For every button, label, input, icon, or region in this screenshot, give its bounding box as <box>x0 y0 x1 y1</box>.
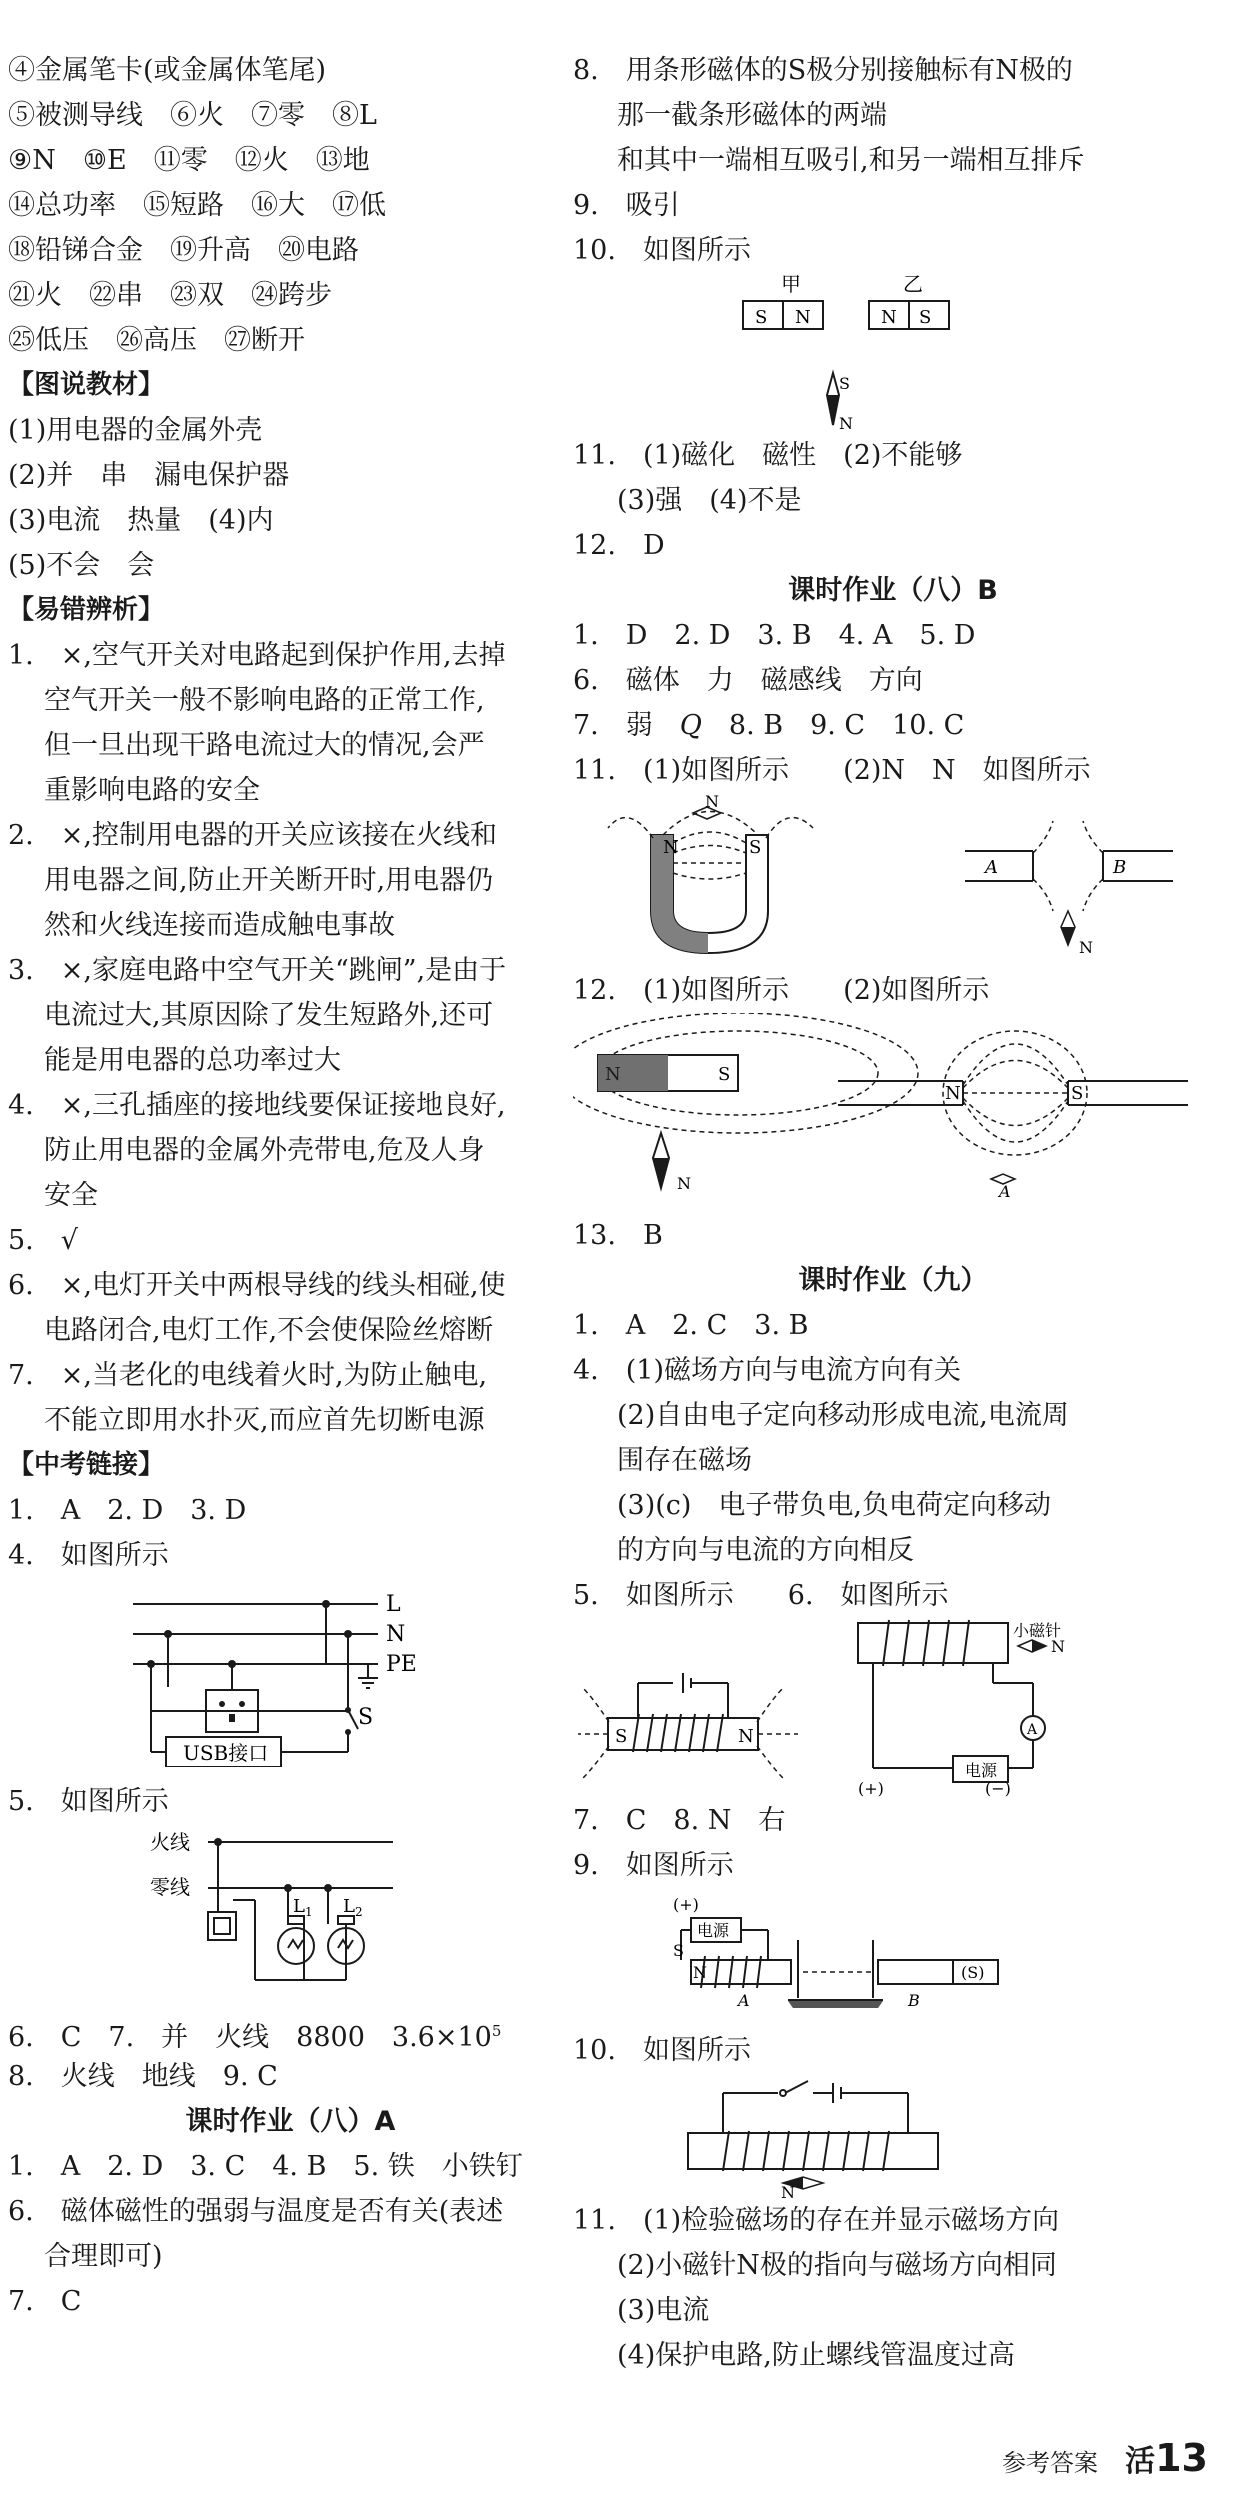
answer-line: 11. (1)如图所示 (2)N N 如图所示 <box>573 755 1091 786</box>
label-N: N <box>386 1622 406 1647</box>
answer-line: (2)自由电子定向移动形成电流,电流周 <box>617 1400 1069 1431</box>
point-A-label: A <box>999 1182 1011 1201</box>
footer-brand: 活 <box>1125 2444 1156 2479</box>
answer-line: 6. 磁体 力 磁感线 方向 <box>573 665 923 696</box>
pole-label: S <box>919 307 932 328</box>
answer-line: ㉕低压 ㉖高压 ㉗断开 <box>8 325 305 356</box>
plus-label: (+) <box>858 1779 884 1798</box>
answer-line: 电流过大,其原因除了发生短路外,还可 <box>44 1000 494 1031</box>
answer-line: ㉑火 ㉒串 ㉓双 ㉔跨步 <box>8 280 332 311</box>
answer-line: 9. 吸引 <box>573 190 680 221</box>
pole-label: N <box>738 1726 754 1747</box>
answer-line: (2)小磁针N极的指向与磁场方向相同 <box>617 2250 1057 2281</box>
fire-wire-label: 火线 <box>150 1830 190 1854</box>
power-source-label: 电源 <box>697 1921 730 1940</box>
answer-line: 7. ×,当老化的电线着火时,为防止触电, <box>8 1360 488 1391</box>
horseshoe-magnet-diagram <box>573 793 1213 968</box>
label-A: A <box>738 1991 750 2010</box>
bar-magnets-diagram <box>573 273 1213 433</box>
answer-line: 5. 如图所示 6. 如图所示 <box>573 1580 949 1611</box>
household-circuit-diagram <box>8 1582 573 1767</box>
answer-line: ⑱铅锑合金 ⑲升高 ⑳电路 <box>8 235 359 266</box>
answer-line: (1)用电器的金属外壳 <box>8 415 263 446</box>
plus-label: (+) <box>673 1895 699 1914</box>
answer-line: 4. (1)磁场方向与电流方向有关 <box>573 1355 962 1386</box>
answer-line: 9. 如图所示 <box>573 1850 734 1881</box>
needle-label: N <box>839 414 853 433</box>
section-title-8a: 课时作业（八）A <box>185 2106 396 2137</box>
answer-line: 13. B <box>573 1220 663 1251</box>
pole-label: N <box>605 1064 621 1085</box>
label-B: B <box>908 1991 920 2010</box>
answer-line: 10. 如图所示 <box>573 235 751 266</box>
pole-label: S <box>718 1064 731 1085</box>
answer-line: 4. ×,三孔插座的接地线要保证接地良好, <box>8 1090 506 1121</box>
answer-line: 1. D 2. D 3. B 4. A 5. D <box>573 620 976 651</box>
needle-label: N <box>677 1174 691 1193</box>
answer-line: (5)不会 会 <box>8 550 155 581</box>
answer-line: 12. (1)如图所示 (2)如图所示 <box>573 975 990 1006</box>
needle-label: N <box>781 2183 795 2198</box>
lamp-circuit-diagram <box>8 1820 573 1995</box>
minus-label: (−) <box>985 1779 1011 1798</box>
power-source-label: 电源 <box>965 1761 998 1780</box>
label-PE: PE <box>386 1652 417 1677</box>
answer-line: (3)(c) 电子带负电,负电荷定向移动 <box>617 1490 1052 1521</box>
answer-line: 12. D <box>573 530 665 561</box>
lamp1-label: $L_1$ <box>293 1896 313 1919</box>
answer-line: 6. C 7. 并 火线 8800 $3.6\times 10^5$ <box>8 2022 502 2053</box>
pole-label: N <box>945 1083 961 1104</box>
answer-line: ④金属笔卡(或金属体笔尾) <box>8 55 327 86</box>
electromagnet-attraction-diagram <box>573 1888 1213 2028</box>
answer-line: 11. (1)磁化 磁性 (2)不能够 <box>573 440 963 471</box>
pole-label: N <box>663 837 679 858</box>
answer-line: 1. A 2. D 3. D <box>8 1495 247 1526</box>
solenoid-compass-diagram <box>573 2073 1213 2198</box>
magnet-B-label: B <box>1113 857 1127 878</box>
needle-label: S <box>839 374 850 393</box>
answer-line: 围存在磁场 <box>617 1445 752 1476</box>
bar-magnet-field-diagram <box>573 1013 1213 1213</box>
answer-line: (3)电流 热量 (4)内 <box>8 505 274 536</box>
answer-line: 5. 如图所示 <box>8 1786 169 1817</box>
answer-line: 11. (1)检验磁场的存在并显示磁场方向 <box>573 2205 1060 2236</box>
magnet-A-label: A <box>985 857 998 878</box>
left-column <box>8 48 573 2324</box>
pole-label: N <box>795 307 811 328</box>
answer-line: 安全 <box>44 1180 98 1211</box>
answer-line: 1. A 2. C 3. B <box>573 1310 809 1341</box>
ammeter-label: A <box>1027 1722 1038 1738</box>
answer-line: 防止用电器的金属外壳带电,危及人身 <box>44 1135 485 1166</box>
answer-line: ⑨N ⑩E ⑪零 ⑫火 ⑬地 <box>8 145 370 176</box>
answer-line: 6. ×,电灯开关中两根导线的线头相碰,使 <box>8 1270 506 1301</box>
answer-line: 5. √ <box>8 1225 78 1256</box>
pole-label: S <box>1071 1083 1084 1104</box>
answer-line: 8. 火线 地线 9. C <box>8 2061 278 2092</box>
answer-line: 那一截条形磁体的两端 <box>617 100 887 131</box>
answer-line: 和其中一端相互吸引,和另一端相互排斥 <box>617 145 1085 176</box>
lamp2-label: $L_2$ <box>343 1896 363 1919</box>
answer-line: 2. ×,控制用电器的开关应该接在火线和 <box>8 820 497 851</box>
pole-label: S <box>749 837 762 858</box>
answer-line: 不能立即用水扑灭,而应首先切断电源 <box>44 1405 485 1436</box>
answer-line: 但一旦出现干路电流过大的情况,会严 <box>44 730 485 761</box>
answer-line: ⑤被测导线 ⑥火 ⑦零 ⑧L <box>8 100 377 131</box>
answer-line: 用电器之间,防止开关断开时,用电器仍 <box>44 865 494 896</box>
section-header-tushuo: 【图说教材】 <box>8 370 165 400</box>
label-jia: 甲 <box>781 273 801 296</box>
section-title-9: 课时作业（九） <box>798 1265 988 1296</box>
answer-line: 8. 用条形磁体的S极分别接触标有N极的 <box>573 55 1073 86</box>
usb-label: USB接口 <box>183 1741 269 1765</box>
needle-label: N <box>1051 1637 1065 1656</box>
answer-line: 4. 如图所示 <box>8 1540 169 1571</box>
pole-label: S <box>615 1726 628 1747</box>
pole-label: N <box>693 1963 707 1982</box>
label-L: L <box>386 1592 401 1617</box>
answer-line: 7. C 8. N 右 <box>573 1805 786 1836</box>
answer-line: (3)电流 <box>617 2295 710 2326</box>
section-header-yicuo: 【易错辨析】 <box>8 595 165 625</box>
answer-line: 7. C <box>8 2286 82 2317</box>
answer-line: 然和火线连接而造成触电事故 <box>44 910 395 941</box>
answer-line: 能是用电器的总功率过大 <box>44 1045 341 1076</box>
answer-line: 合理即可) <box>44 2241 163 2272</box>
switch-label: S <box>673 1941 684 1960</box>
needle-caption: 小磁针 <box>1013 1621 1062 1640</box>
right-column <box>573 48 1213 2378</box>
label-S: S <box>358 1705 374 1730</box>
section-title-8b: 课时作业（八）B <box>788 575 998 606</box>
page-footer <box>1002 2436 1208 2480</box>
answer-line: ⑭总功率 ⑮短路 ⑯大 ⑰低 <box>8 190 386 221</box>
answer-line: 7. 弱 Q 8. B 9. C 10. C <box>573 710 965 741</box>
answer-line: 重影响电路的安全 <box>44 775 260 806</box>
pole-label: S <box>755 307 768 328</box>
answer-line: 10. 如图所示 <box>573 2035 751 2066</box>
label-yi: 乙 <box>903 273 923 296</box>
section-header-zhongkao: 【中考链接】 <box>8 1450 165 1480</box>
answer-line: 3. ×,家庭电路中空气开关“跳闸”,是由于 <box>8 955 507 986</box>
page-number: 13 <box>1155 2436 1208 2480</box>
answer-line: 电路闭合,电灯工作,不会使保险丝熔断 <box>44 1315 494 1346</box>
answer-line: 6. 磁体磁性的强弱与温度是否有关(表述 <box>8 2196 504 2227</box>
answer-line: (2)并 串 漏电保护器 <box>8 460 290 491</box>
answer-line: 1. ×,空气开关对电路起到保护作用,去掉 <box>8 640 506 671</box>
answer-line: 1. A 2. D 3. C 4. B 5. 铁 小铁钉 <box>8 2151 523 2182</box>
needle-label: N <box>705 793 719 811</box>
answer-line: 的方向与电流的方向相反 <box>617 1535 914 1566</box>
neutral-wire-label: 零线 <box>150 1875 190 1899</box>
answer-line: 空气开关一般不影响电路的正常工作, <box>44 685 485 716</box>
answer-line: (4)保护电路,防止螺线管温度过高 <box>617 2340 1015 2371</box>
pole-label: N <box>881 307 897 328</box>
footer-reference: 参考答案 <box>1002 2449 1099 2477</box>
solenoid-diagrams <box>573 1618 1213 1798</box>
answer-line: (3)强 (4)不是 <box>617 485 802 516</box>
pole-label: (S) <box>961 1963 985 1982</box>
needle-label: N <box>1079 938 1093 957</box>
